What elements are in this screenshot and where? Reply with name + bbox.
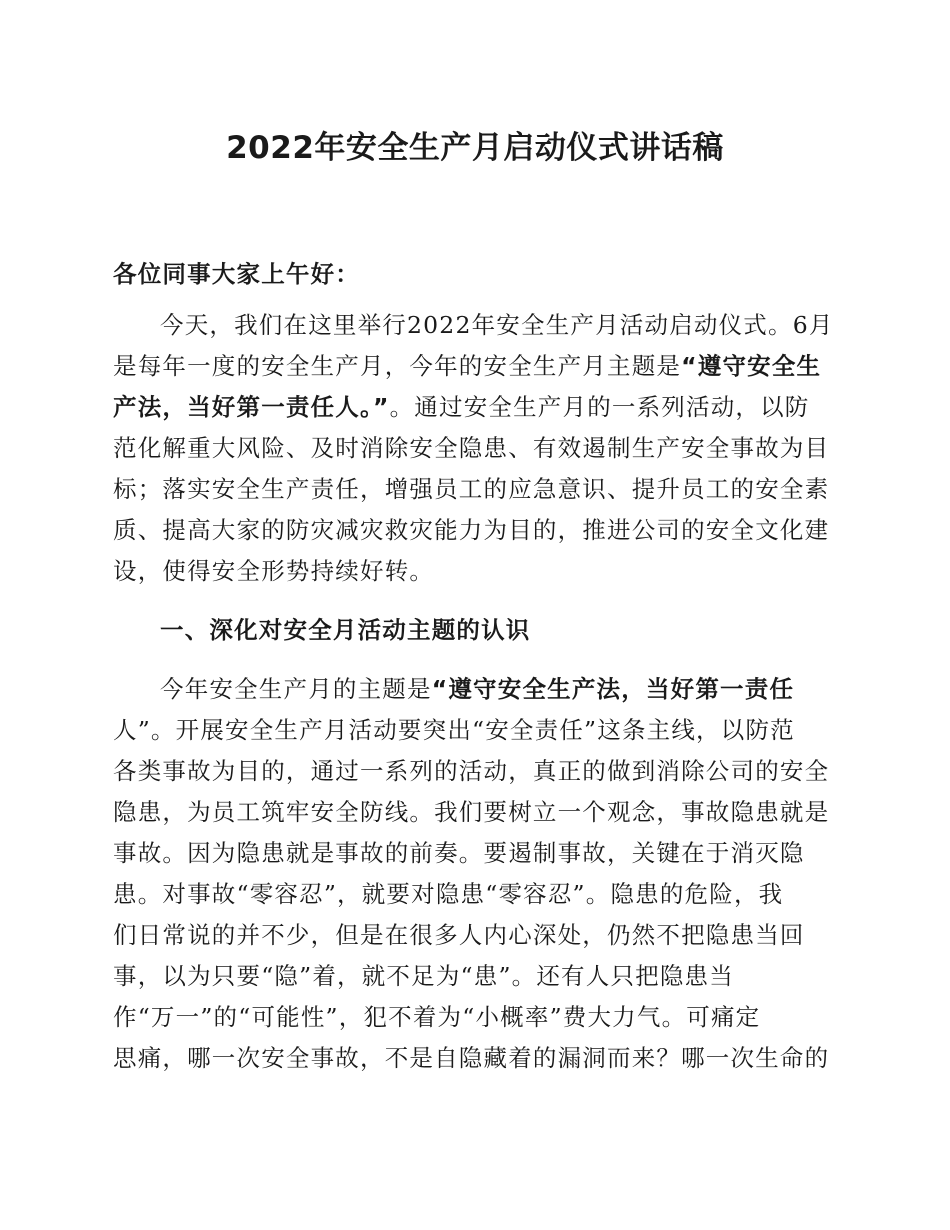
paragraph-1-line: 设，使得安全形势持续好转。 [113, 557, 435, 585]
theme-quote: “遵守安全生产法，当好第一责任 [431, 675, 795, 703]
theme-quote: 产法，当好第一责任人。” [113, 393, 390, 421]
paragraph-2-line: 各类事故为目的，通过一系列的活动，真正的做到消除公司的安全 [113, 757, 830, 785]
paragraph-2-line: 患。对事故“零容忍”，就要对隐患“零容忍”。隐患的危险，我 [113, 880, 784, 908]
theme-quote: “遵守安全生 [681, 352, 822, 380]
document-body [113, 254, 835, 1079]
section-heading: 一、深化对安全月活动主题的认识 [160, 616, 531, 644]
paragraph-1-line: 范化解重大风险、及时消除安全隐患、有效遏制生产安全事故为目 [113, 434, 830, 462]
paragraph-2 [113, 669, 835, 1079]
paragraph-1 [113, 305, 835, 592]
paragraph-2-line: 人”。开展安全生产月活动要突出“安全责任”这条主线，以防范 [113, 716, 795, 744]
paragraph-2-line: 思痛，哪一次安全事故，不是自隐藏着的漏洞而来？哪一次生命的 [113, 1044, 830, 1072]
greeting: 各位同事大家上午好： [113, 260, 360, 288]
paragraph-2-line: 们日常说的并不少，但是在很多人内心深处，仍然不把隐患当回 [113, 921, 805, 949]
paragraph-2-line: 作“万一”的“可能性”，犯不着为“小概率”费大力气。可痛定 [113, 1003, 761, 1031]
paragraph-2-line: 事，以为只要“隐”着，就不足为“患”。还有人只把隐患当 [113, 962, 734, 990]
document-title: 2022年安全生产月启动仪式讲话稿 [226, 130, 724, 166]
paragraph-1-line [113, 387, 835, 428]
text-run: 是每年一度的安全生产月，今年的安全生产月主题是 [113, 352, 682, 380]
paragraph-1-line: 质、提高大家的防灾减灾救灾能力为目的，推进公司的安全文化建 [113, 516, 830, 544]
paragraph-2-line [113, 669, 835, 710]
text-run: 。通过安全生产月的一系列活动，以防 [389, 393, 810, 421]
paragraph-1-line: 标；落实安全生产责任，增强员工的应急意识、提升员工的安全素 [113, 475, 830, 503]
paragraph-2-line: 隐患，为员工筑牢安全防线。我们要树立一个观念，事故隐患就是 [113, 798, 830, 826]
text-run: 今年安全生产月的主题是 [160, 675, 432, 703]
paragraph-2-line: 事故。因为隐患就是事故的前奏。要遏制事故，关键在于消灭隐 [113, 839, 805, 867]
paragraph-1-line [113, 346, 835, 387]
paragraph-1-line: 今天，我们在这里举行2022年安全生产月活动启动仪式。6月 [160, 311, 834, 339]
